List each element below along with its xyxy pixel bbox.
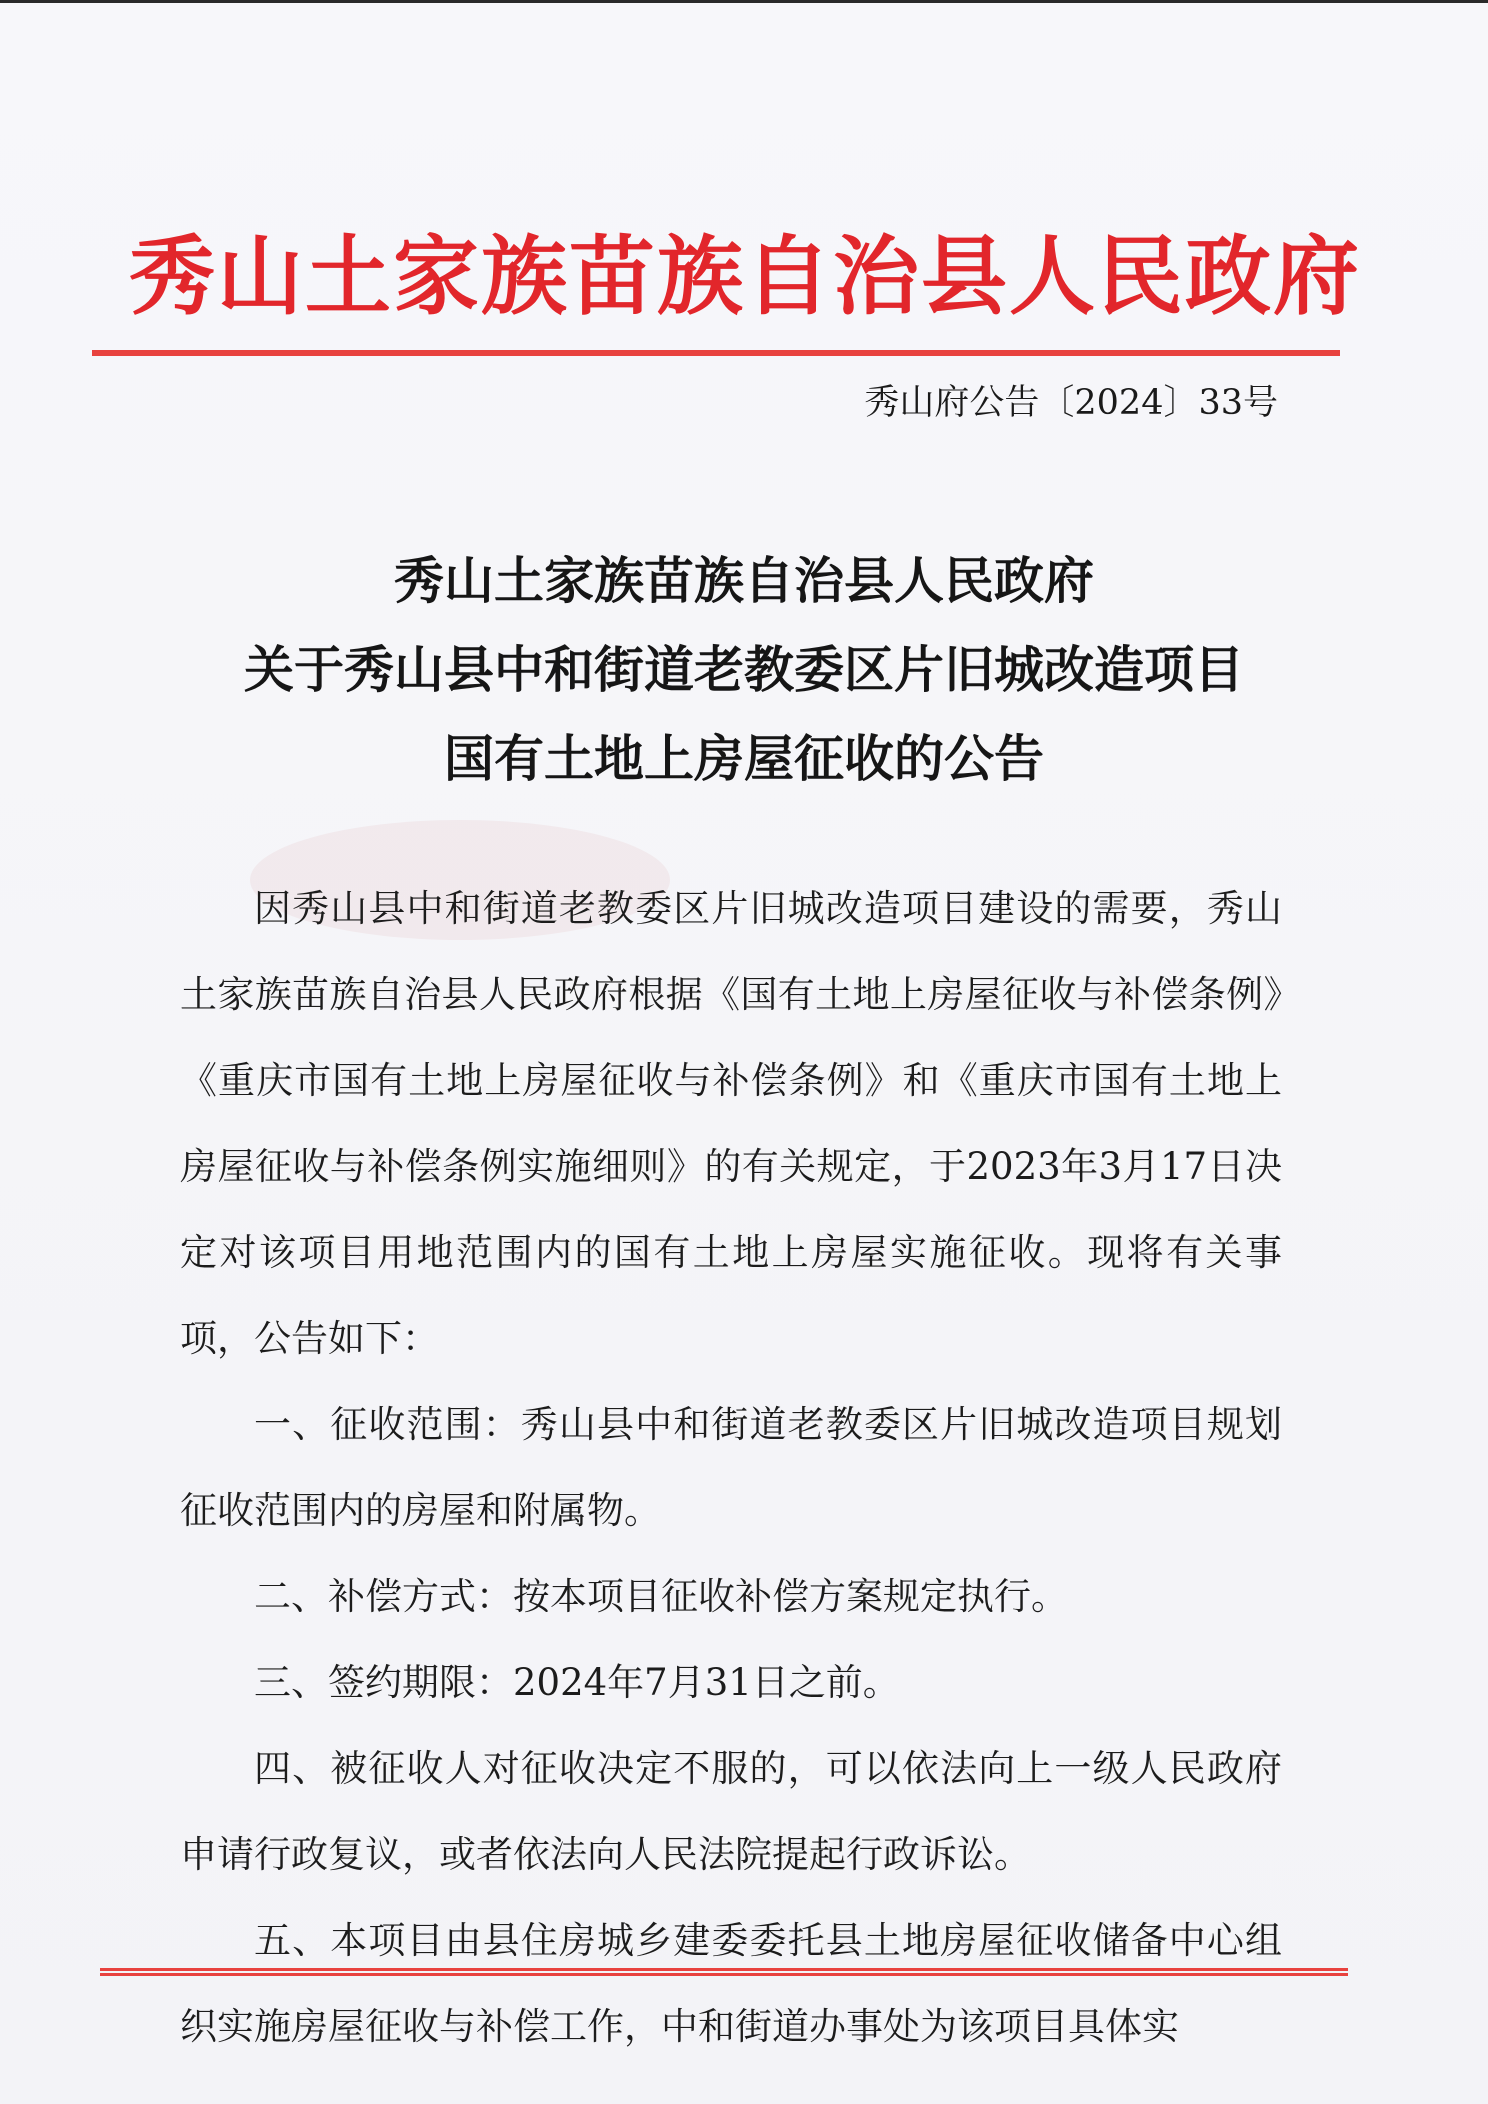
body-paragraph-compensation: 二、补偿方式：按本项目征收补偿方案规定执行。 [254, 1575, 1068, 1618]
masthead-red-rule [92, 350, 1340, 356]
title-line: 关于秀山县中和街道老教委区片旧城改造项目 [244, 640, 1244, 699]
masthead-title: 秀山土家族苗族自治县人民政府 [129, 226, 1361, 327]
notice-body [180, 866, 1282, 2070]
body-paragraph-intro: 因秀山县中和街道老教委区片旧城改造项目建设的需要，秀山土家族苗族自治县人民政府根据《国有土地上房屋征收与补偿条例》《重庆市国有土地上房屋征收与补偿条例》和《重庆市国有土地上房屋征收与补偿条例实施细则》的有关规定，于2023年3月17日决定对该项目用地范围内的国有土地上房屋实施征收。现将有关事项，公告如下： [180, 887, 1282, 1360]
document-number: 秀山府公告〔2024〕33号 [864, 383, 1278, 423]
notice-title [100, 536, 1388, 803]
body-paragraph-scope: 一、征收范围：秀山县中和街道老教委区片旧城改造项目规划征收范围内的房屋和附属物。 [180, 1403, 1282, 1532]
body-paragraph-implementation: 五、本项目由县住房城乡建委委托县土地房屋征收储备中心组织实施房屋征收与补偿工作，中和街道办事处为该项目具体实 [180, 1919, 1282, 2048]
body-paragraph-appeal: 四、被征收人对征收决定不服的，可以依法向上一级人民政府申请行政复议，或者依法向人民法院提起行政诉讼。 [180, 1747, 1282, 1876]
scan-edge [0, 0, 1488, 3]
body-paragraph-deadline: 三、签约期限：2024年7月31日之前。 [254, 1661, 900, 1704]
title-line: 国有土地上房屋征收的公告 [444, 729, 1044, 788]
footer-red-rule [100, 1968, 1348, 1976]
title-line: 秀山土家族苗族自治县人民政府 [394, 551, 1094, 610]
